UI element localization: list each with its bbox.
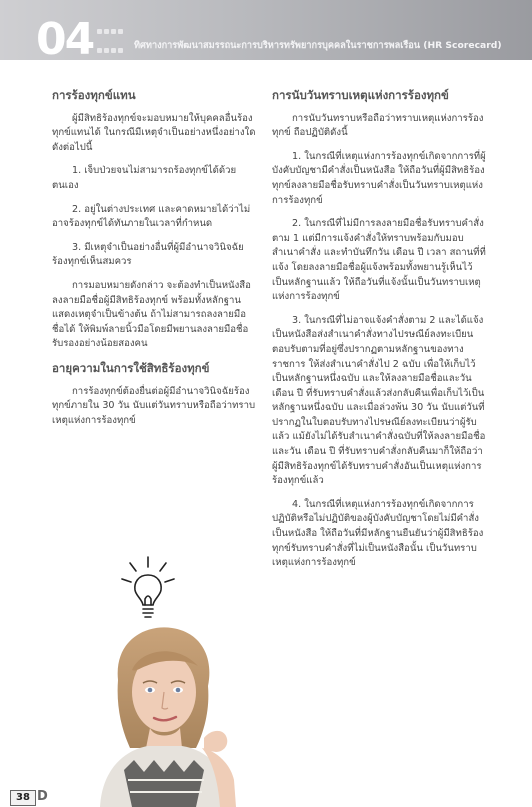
paragraph: การมอบหมายดังกล่าว จะต้องทำเป็นหนังสือลงลายมือชื่อผู้มีสิทธิร้องทุกข์ พร้อมทั้งหลักฐานแสดงเหตุจำเป็นข้างต้น ถ้าไม่สามารถลงลายมือชื่อได้ ให้พิมพ์ลายนิ้วมือโดยมีพยานลงลายมือชื่อรับรองอย่างน้อยสองคน: [52, 279, 251, 350]
chapter-number: 04: [36, 14, 94, 65]
decorative-dots: [96, 20, 124, 30]
paragraph: 1. ในกรณีที่เหตุแห่งการร้องทุกข์เกิดจากการที่ผู้บังคับบัญชามีคำสั่งเป็นหนังสือ ให้ถือวันที่ผู้มีสิทธิร้องทุกข์ลงลายมือชื่อรับทราบคำสั่งเป็นวันทราบเหตุแห่งการร้องทุกข์: [272, 150, 486, 206]
section-heading-counting-days: การนับวันทราบเหตุแห่งการร้องทุกข์: [272, 88, 449, 102]
paragraph: 3. มีเหตุจำเป็นอย่างอื่นที่ผู้มีอำนาจวินิจฉัยร้องทุกข์เห็นสมควร: [52, 241, 244, 268]
light-bulb-icon: [118, 555, 178, 625]
header-title: ทิศทางการพัฒนาสมรรถนะการบริหารทรัพยากรบุคคลในราชการพลเรือน (HR Scorecard): [134, 40, 502, 51]
paragraph: การนับวันทราบหรือถือว่าทราบเหตุแห่งการร้องทุกข์ ถือปฏิบัติดังนี้: [272, 112, 484, 139]
paragraph: 3. ในกรณีที่ไม่อาจแจ้งคำสั่งตาม 2 และได้แจ้งเป็นหนังสือส่งสำเนาคำสั่งทางไปรษณีย์ลงทะเบียนตอบรับตามที่อยู่ซึ่งปรากฏตามหลักฐานของทางราชการ ให้ส่งสำเนาคำสั่งไป 2 ฉบับ เพื่อให้เก็บไว้เป็นหลักฐานหนึ่งฉบับ และให้ลงลายมือชื่อและวัน เดือน ปี ที่รับทราบคำสั่งแล้วส่งกลับคืนเพื่อเก็บไว้เป็นหลักฐานหนึ่งฉบับ และเมื่อล่วงพ้น 30 วัน นับแต่วันที่ปรากฏในใบตอบรับทางไปรษณีย์ลงทะเบียนว่าผู้รับแล้ว แม้ยังไม่ได้รับสำเนาคำสั่งฉบับที่ให้ลงลายมือชื่อและวัน เดือน ปี ที่รับทราบคำสั่งกลับคืนมาก็ให้ถือว่าผู้มีสิทธิร้องทุกข์ได้รับทราบคำสั่งอันเป็นเหตุแห่งการร้องทุกข์แล้ว: [272, 314, 486, 487]
right-column: [272, 88, 486, 580]
paragraph: การร้องทุกข์ต้องยื่นต่อผู้มีอำนาจวินิจฉัยร้องทุกข์ภายใน 30 วัน นับแต่วันทราบหรือถือว่าทราบเหตุแห่งการร้องทุกข์: [52, 385, 256, 426]
left-column: [52, 88, 256, 437]
section-heading-substitute-complaint: การร้องทุกข์แทน: [52, 88, 136, 102]
page-header: [0, 0, 532, 65]
page-number: 38: [10, 790, 36, 806]
section-heading-limitation-period: อายุความในการใช้สิทธิร้องทุกข์: [52, 360, 210, 375]
paragraph: 2. ในกรณีที่ไม่มีการลงลายมือชื่อรับทราบคำสั่งตาม 1 แต่มีการแจ้งคำสั่งให้ทราบพร้อมกับมอบสำเนาคำสั่ง และทำบันทึกวัน เดือน ปี เวลา สถานที่ที่แจ้ง โดยลงลายมือชื่อผู้แจ้งพร้อมทั้งพยานรู้เห็นไว้เป็นหลักฐานแล้ว ให้ถือวันที่แจ้งนั้นเป็นวันทราบเหตุแห่งการร้องทุกข์: [272, 218, 486, 303]
woman-thinking-photo: [84, 620, 246, 807]
footer-logo: D: [37, 789, 48, 804]
paragraph: ผู้มีสิทธิร้องทุกข์จะมอบหมายให้บุคคลอื่นร้องทุกข์แทนได้ ในกรณีมีเหตุจำเป็นอย่างหนึ่งอย่างใดดังต่อไปนี้: [52, 112, 256, 153]
paragraph: 4. ในกรณีที่เหตุแห่งการร้องทุกข์เกิดจากการปฏิบัติหรือไม่ปฏิบัติของผู้บังคับบัญชาโดยไม่มีคำสั่งเป็นหนังสือ ให้ถือวันที่มีหลักฐานยืนยันว่าผู้มีสิทธิร้องทุกข์รับทราบคำสั่งที่ไม่เป็นหนังสือนั้น เป็นวันทราบเหตุแห่งการร้องทุกข์: [272, 498, 484, 569]
paragraph: 1. เจ็บป่วยจนไม่สามารถร้องทุกข์ได้ด้วยตนเอง: [52, 165, 237, 191]
paragraph: 2. อยู่ในต่างประเทศ และคาดหมายได้ว่าไม่อาจร้องทุกข์ได้ทันภายในเวลาที่กำหนด: [52, 203, 251, 230]
